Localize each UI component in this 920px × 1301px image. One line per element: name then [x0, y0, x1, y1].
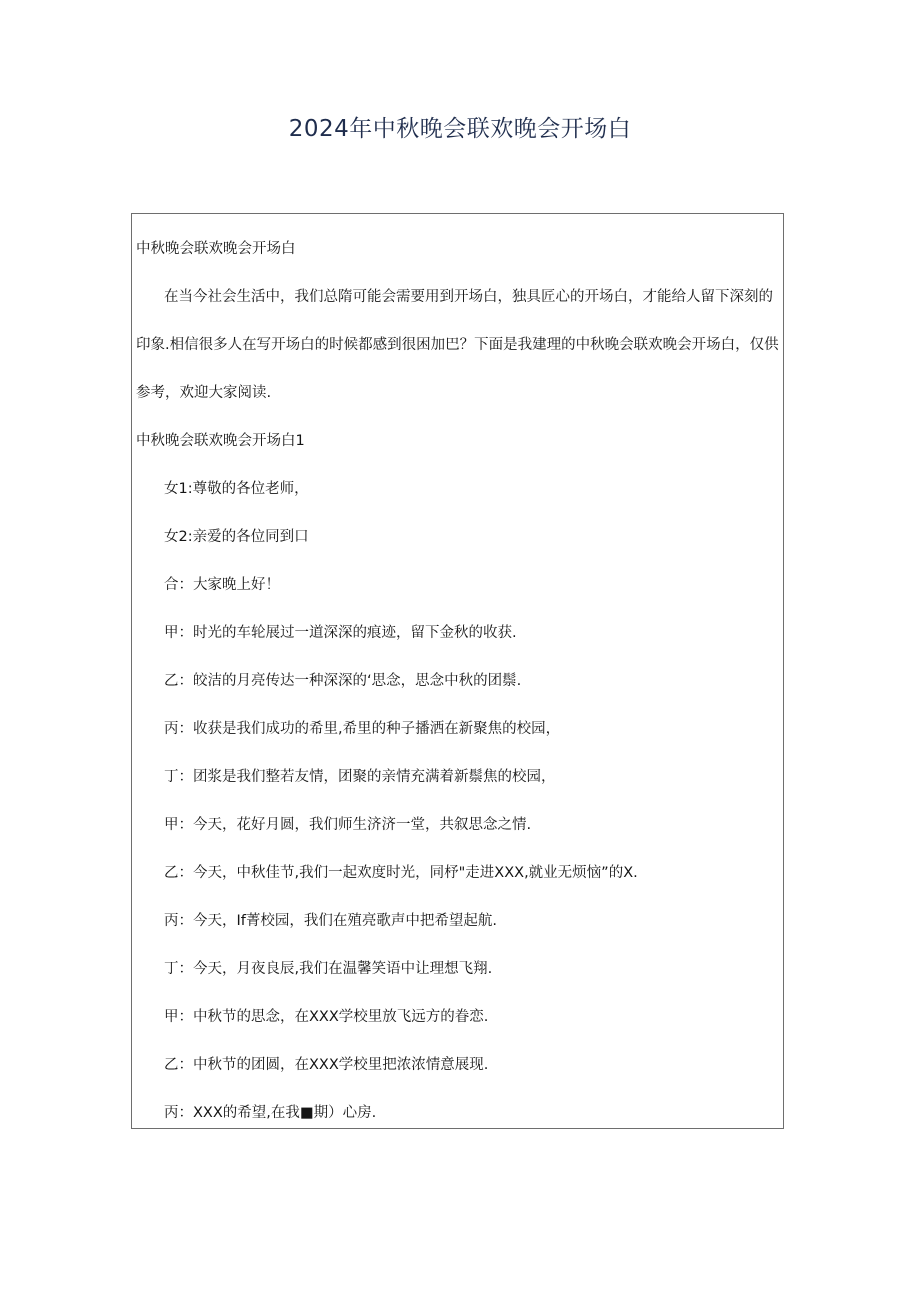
script-line: 丁：今天，月夜良辰,我们在温馨笑语中让理想飞翔.	[164, 961, 493, 977]
script-line: 丙：收获是我们成功的希里,希里的种子播洒在新聚焦的校园，	[164, 721, 561, 737]
script-line: 丁：团浆是我们整若友情，团聚的亲情充满着新鬃焦的校园，	[164, 769, 556, 785]
intro-line: 参考，欢迎大家阅读.	[136, 385, 272, 401]
section-heading: 中秋晚会联欢晚会开场白1	[136, 433, 305, 449]
script-line: 甲：中秋节的思念，在XXX学校里放飞远方的眷恋.	[164, 1009, 489, 1025]
content-box	[131, 213, 784, 1129]
script-line: 合：大家晚上好！	[164, 577, 280, 593]
script-line: 乙：中秋节的团圆，在XXX学校里把浓浓情意展现.	[164, 1057, 489, 1073]
script-line: 女2:亲爱的各位同到口	[164, 529, 309, 545]
document-title: 2024年中秋晚会联欢晚会开场白	[288, 116, 632, 142]
intro-line: 印象.相信很多人在写开场白的时候都感到很困加巴？下面是我建理的中秋晚会联欢晚会开场白，仅供	[136, 337, 779, 353]
script-line: 乙：今天，中秋佳节,我们一起欢度时光，同杼"走进XXX,就业无烦恼”的X.	[164, 865, 638, 881]
script-line: 丙：今天，If菁校园，我们在殖亮歌声中把希望起航.	[164, 913, 497, 929]
script-line: 乙：皎洁的月亮传达一种深深的‘思念，思念中秋的团鬃.	[164, 673, 522, 689]
script-line: 甲：时光的车轮展过一道深深的痕迹，留下金秋的收获.	[164, 625, 517, 641]
script-line: 甲：今天，花好月圆，我们师生济济一堂，共叙思念之情.	[164, 817, 532, 833]
intro-line: 在当今社会生活中，我们总隋可能会需要用到开场白，独具匠心的开场白，才能给人留下深刻的	[164, 289, 773, 305]
script-line: 女1:尊敬的各位老师，	[164, 481, 309, 497]
script-line: 丙：XXX的希望,在我■期）心房.	[164, 1105, 377, 1121]
body-heading: 中秋晚会联欢晚会开场白	[136, 241, 296, 257]
